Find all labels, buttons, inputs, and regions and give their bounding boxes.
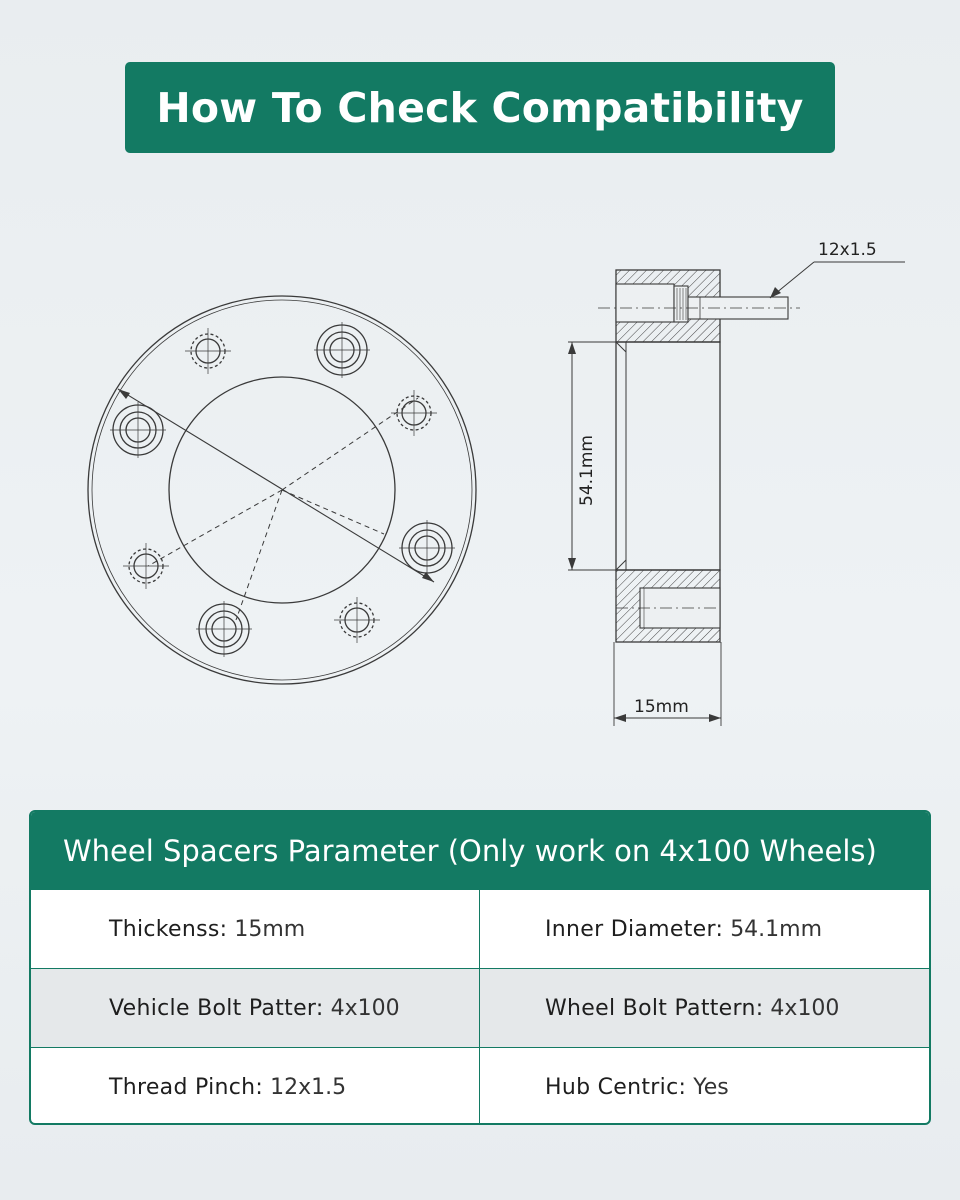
param-label: Wheel Bolt Pattern:	[545, 995, 764, 1021]
param-value: 12x1.5	[270, 1074, 347, 1100]
param-label: Hub Centric:	[545, 1074, 687, 1100]
spacer-body	[616, 342, 720, 570]
stud-hole	[314, 322, 370, 378]
param-value: 4x100	[770, 995, 840, 1021]
construction-line	[282, 490, 384, 534]
thread-label: 12x1.5	[818, 240, 877, 260]
table-row	[31, 1047, 929, 1125]
stud-hole	[110, 402, 166, 458]
thickness-label: 15mm	[634, 697, 689, 717]
parameters-header-text: Wheel Spacers Parameter (Only work on 4x100 Wheels)	[63, 834, 877, 868]
diameter-line	[118, 389, 434, 582]
threaded-hole	[334, 597, 380, 643]
inner-diameter-label: 54.1mm	[577, 435, 597, 506]
param-value: Yes	[693, 1074, 729, 1100]
page-title: How To Check Compatibility	[156, 83, 804, 132]
threaded-hole	[391, 390, 437, 436]
stud-hole	[399, 520, 455, 576]
table-cell	[480, 969, 929, 1047]
parameters-table	[29, 810, 931, 1125]
threaded-hole	[185, 328, 231, 374]
spacer-front-view	[88, 296, 476, 684]
table-cell	[480, 890, 929, 968]
stud-hole	[196, 601, 252, 657]
param-value: 15mm	[234, 916, 306, 942]
parameters-header	[31, 812, 929, 890]
param-label: Inner Diameter:	[545, 916, 724, 942]
param-value: 4x100	[330, 995, 400, 1021]
spacer-side-section	[568, 262, 905, 726]
table-row	[31, 890, 929, 968]
construction-line	[282, 398, 418, 490]
construction-line	[148, 490, 282, 566]
table-row	[31, 968, 929, 1047]
table-cell	[31, 969, 480, 1047]
param-label: Thread Pinch:	[109, 1074, 264, 1100]
table-cell	[480, 1048, 929, 1125]
param-value: 54.1mm	[730, 916, 823, 942]
param-label: Thickenss:	[109, 916, 228, 942]
table-cell	[31, 890, 480, 968]
table-cell	[31, 1048, 480, 1125]
threaded-hole	[123, 543, 169, 589]
param-label: Vehicle Bolt Patter:	[109, 995, 324, 1021]
